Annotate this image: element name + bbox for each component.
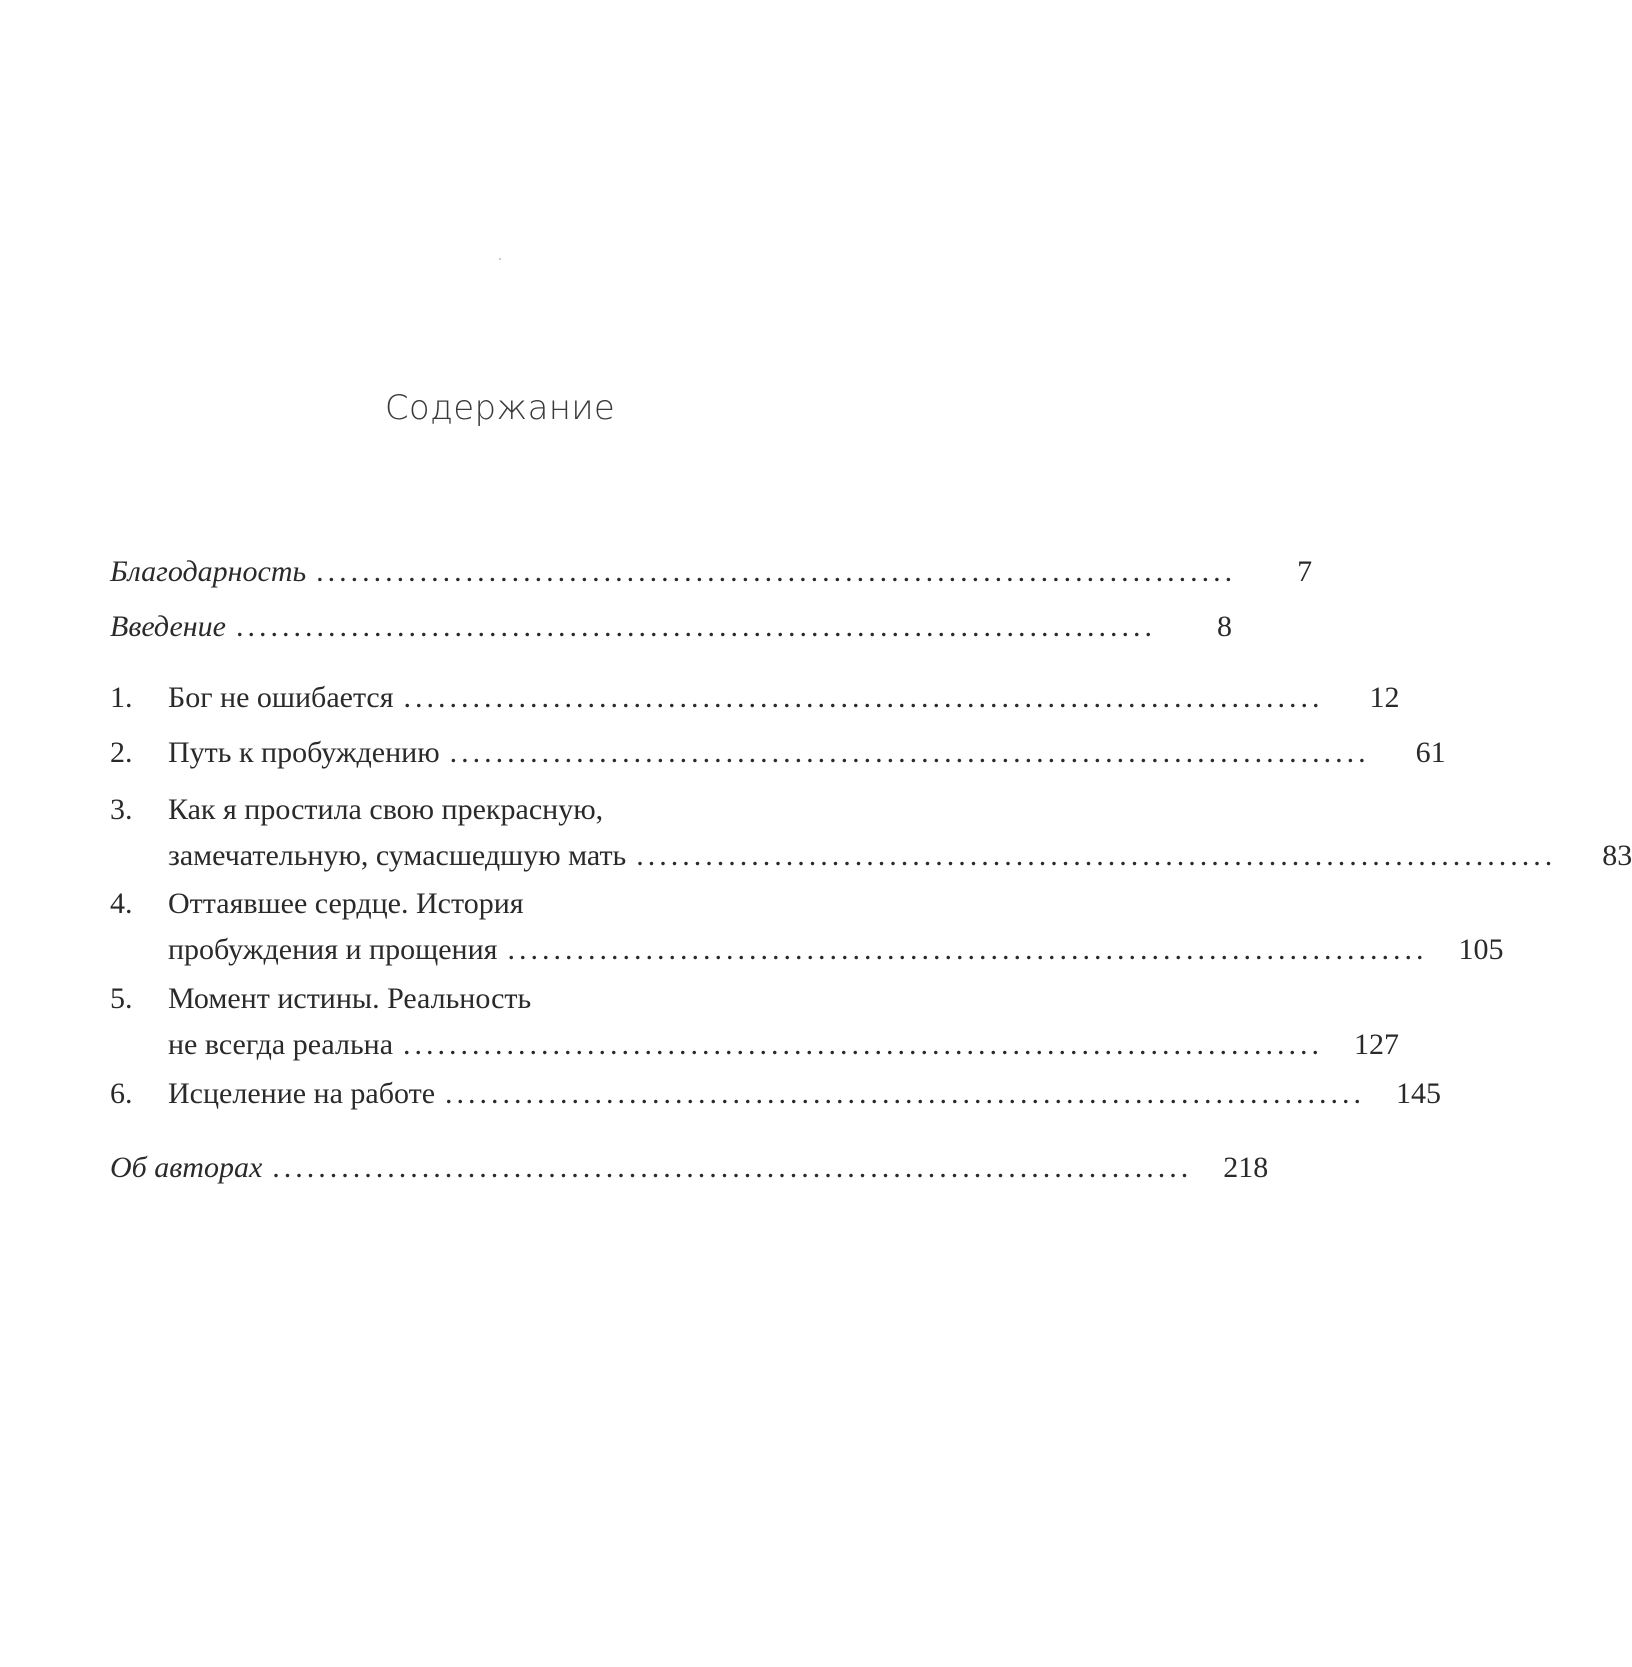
dot-leader: ................................................................................: [445, 1077, 1366, 1110]
chapter-title-line-1: Оттаявшее сердце. История: [168, 887, 524, 920]
toc-entry-label: Об авторах: [110, 1151, 263, 1184]
dot-leader: ................................................................................: [403, 1028, 1324, 1061]
toc-entry-introduction[interactable]: [110, 607, 1232, 647]
chapter-number: 6.: [110, 1077, 133, 1110]
toc-entry-chapter-2[interactable]: [110, 733, 1446, 773]
toc-entry-chapter-1[interactable]: [110, 678, 1400, 718]
dot-leader: ................................................................................: [507, 933, 1428, 966]
chapter-number: 2.: [110, 736, 133, 769]
chapter-number: 4.: [110, 887, 133, 920]
toc-entry-acknowledgements[interactable]: [110, 552, 1313, 592]
toc-entry-page: 8: [1216, 610, 1232, 643]
chapter-page: 127: [1354, 1028, 1400, 1061]
dot-leader: ................................................................................: [272, 1151, 1193, 1184]
chapter-page: 105: [1458, 933, 1504, 966]
chapter-title-line-1: Как я простила свою прекрасную,: [168, 793, 604, 826]
chapter-page: 83: [1602, 839, 1632, 872]
page-speck: [499, 258, 501, 260]
chapter-title-line-2: не всегда реальна: [168, 1028, 394, 1061]
chapter-title-line-2: пробуждения и прощения: [168, 933, 498, 966]
dot-leader: ................................................................................: [403, 681, 1324, 714]
toc-entry-label: Благодарность: [110, 555, 307, 588]
chapter-page: 61: [1415, 736, 1446, 769]
chapter-title: Исцеление на работе: [168, 1077, 436, 1110]
chapter-number: 1.: [110, 681, 133, 714]
chapter-title: Бог не ошибается: [168, 681, 394, 714]
toc-entry-chapter-6[interactable]: [110, 1074, 1442, 1114]
toc-entry-page: 218: [1223, 1151, 1269, 1184]
toc-entry-about-authors[interactable]: [110, 1148, 1269, 1188]
dot-leader: ................................................................................: [235, 610, 1156, 643]
chapter-number: 3.: [110, 793, 133, 826]
toc-title: Содержание: [384, 388, 616, 428]
toc-entry-chapter-5[interactable]: [110, 979, 1400, 1064]
toc-entry-chapter-3[interactable]: [110, 790, 1632, 875]
toc-entry-page: 7: [1297, 555, 1313, 588]
chapter-title-line-1: Момент истины. Реальность: [168, 982, 532, 1015]
toc-entry-label: Введение: [110, 610, 226, 643]
toc-entry-chapter-4[interactable]: [110, 884, 1504, 969]
chapter-title: Путь к пробуждению: [168, 736, 440, 769]
chapter-page: 12: [1369, 681, 1400, 714]
chapter-page: 145: [1396, 1077, 1442, 1110]
chapter-number: 5.: [110, 982, 133, 1015]
dot-leader: ................................................................................: [636, 839, 1557, 872]
dot-leader: ................................................................................: [449, 736, 1370, 769]
chapter-title-line-2: замечательную, сумасшедшую мать: [168, 839, 627, 872]
dot-leader: ................................................................................: [316, 555, 1237, 588]
